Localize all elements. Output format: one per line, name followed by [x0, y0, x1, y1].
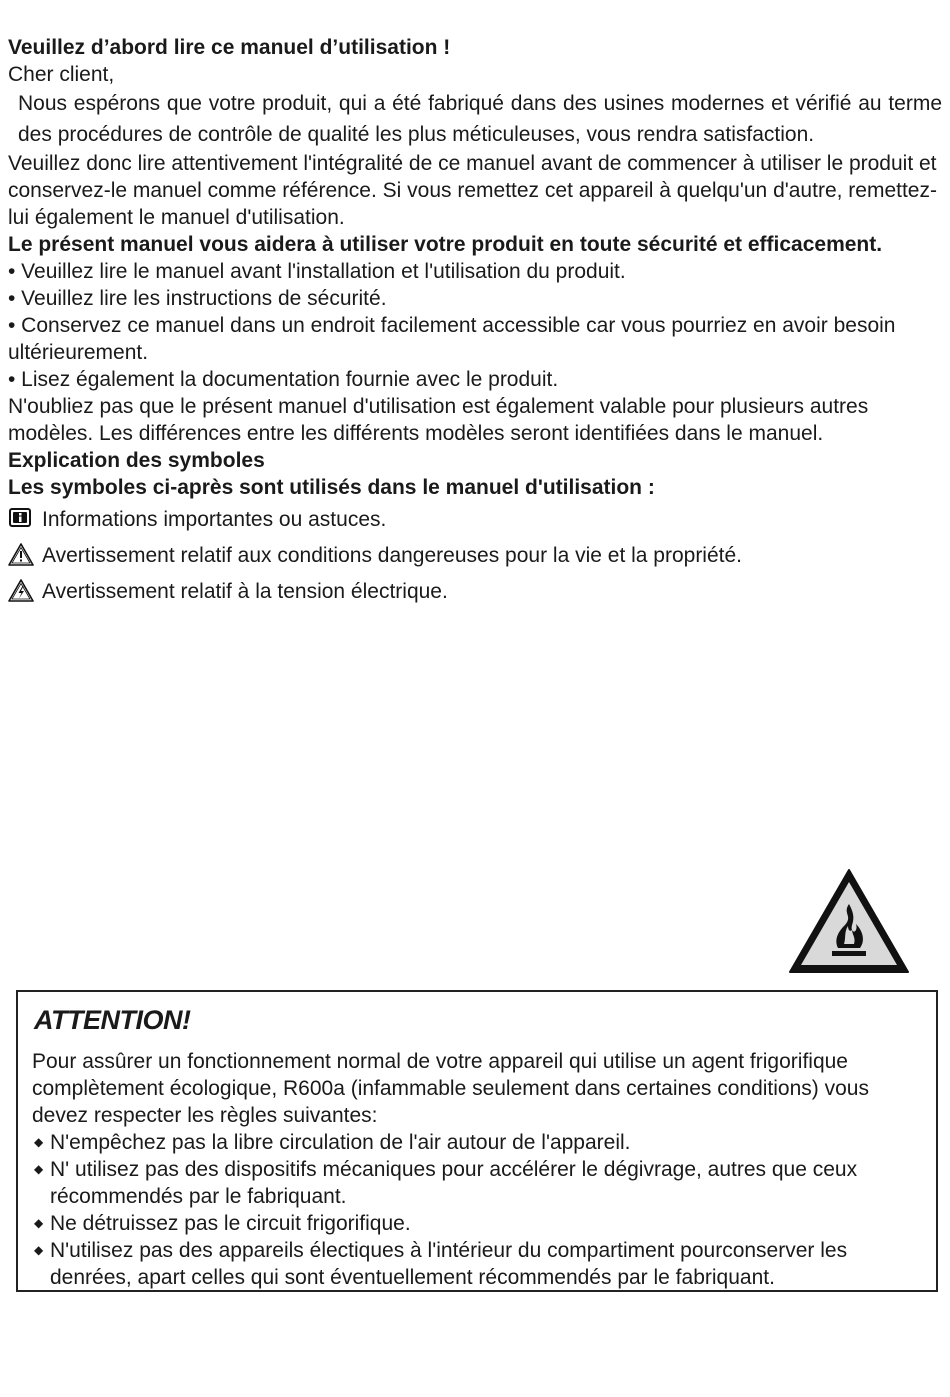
greeting: Cher client, — [8, 63, 115, 86]
attention-list-item — [32, 1237, 922, 1291]
bullet-icon: ◆ — [34, 1162, 44, 1176]
recommendation-list — [8, 258, 942, 393]
bullet-icon: ◆ — [34, 1135, 44, 1149]
bullet-icon: ◆ — [34, 1216, 44, 1230]
electric-warning-icon — [8, 578, 34, 604]
attention-item-text: N' utilisez pas des dispositifs mécaniques pour accélérer le dégivrage, autres que ceux récommendés par le fabriquant. — [50, 1158, 858, 1208]
symbols-subheading: Les symboles ci-après sont utilisés dans le manuel d'utilisation : — [8, 476, 655, 499]
manual-page — [8, 34, 942, 609]
symbols-heading: Explication des symboles — [8, 449, 265, 472]
symbol-warning-row — [8, 537, 942, 573]
flammable-warning-icon — [788, 868, 910, 976]
attention-box — [16, 990, 938, 1292]
attention-item-text: N'utilisez pas des appareils électiques à l'intérieur du compartiment pourconserver les denrées, apart celles qui sont éventuellement récommendés par le fabriquant. — [50, 1239, 848, 1289]
symbol-label: Avertissement relatif à la tension électrique. — [42, 579, 448, 603]
list-item: • Conservez ce manuel dans un endroit facilement accessible car vous pourriez en avoir besoin ultérieurement. — [8, 314, 896, 364]
attention-list-item — [32, 1129, 922, 1156]
models-note: N'oubliez pas que le présent manuel d'utilisation est également valable pour plusieurs autres modèles. Les différences entre les différents modèles seront identifiées dans le manuel. — [8, 395, 869, 445]
attention-intro: Pour assûrer un fonctionnement normal de votre appareil qui utilise un agent frigorifique complètement écologique, R600a (infammable seulement dans certaines conditions) vous devez respecter les règles suivantes: — [32, 1050, 869, 1127]
symbol-label: Informations importantes ou astuces. — [42, 507, 387, 531]
symbol-label: Avertissement relatif aux conditions dangereuses pour la vie et la propriété. — [42, 543, 743, 567]
warning-triangle-icon — [8, 542, 34, 568]
intro-paragraph: Nous espérons que votre produit, qui a été fabriqué dans des usines modernes et vérifié au terme des procédures de contrôle de qualité les plus méticuleuses, vous rendra satisfaction. — [18, 92, 942, 146]
attention-item-text: N'empêchez pas la libre circulation de l'air autour de l'appareil. — [50, 1131, 631, 1154]
attention-list-item — [32, 1156, 922, 1210]
list-item: • Veuillez lire le manuel avant l'installation et l'utilisation du produit. — [8, 260, 626, 283]
safety-statement: Le présent manuel vous aidera à utiliser votre produit en toute sécurité et efficacement. — [8, 233, 883, 256]
bullet-icon: ◆ — [34, 1243, 44, 1257]
info-icon — [8, 506, 34, 532]
symbol-info-row — [8, 501, 942, 537]
list-item: • Veuillez lire les instructions de sécurité. — [8, 287, 387, 310]
attention-list-item — [32, 1210, 922, 1237]
page-title: Veuillez d’abord lire ce manuel d’utilisation ! — [8, 36, 451, 59]
attention-title: ATTENTION! — [34, 1005, 191, 1035]
reading-paragraph: Veuillez donc lire attentivement l'intégralité de ce manuel avant de commencer à utiliser le produit et conservez-le manuel comme référence. Si vous remettez cet appareil à quelqu'un d'autre, remettez-lui également le manuel d'utilisation. — [8, 152, 937, 229]
list-item: • Lisez également la documentation fournie avec le produit. — [8, 368, 559, 391]
symbol-electric-row — [8, 573, 942, 609]
attention-item-text: Ne détruissez pas le circuit frigorifique. — [50, 1212, 411, 1235]
